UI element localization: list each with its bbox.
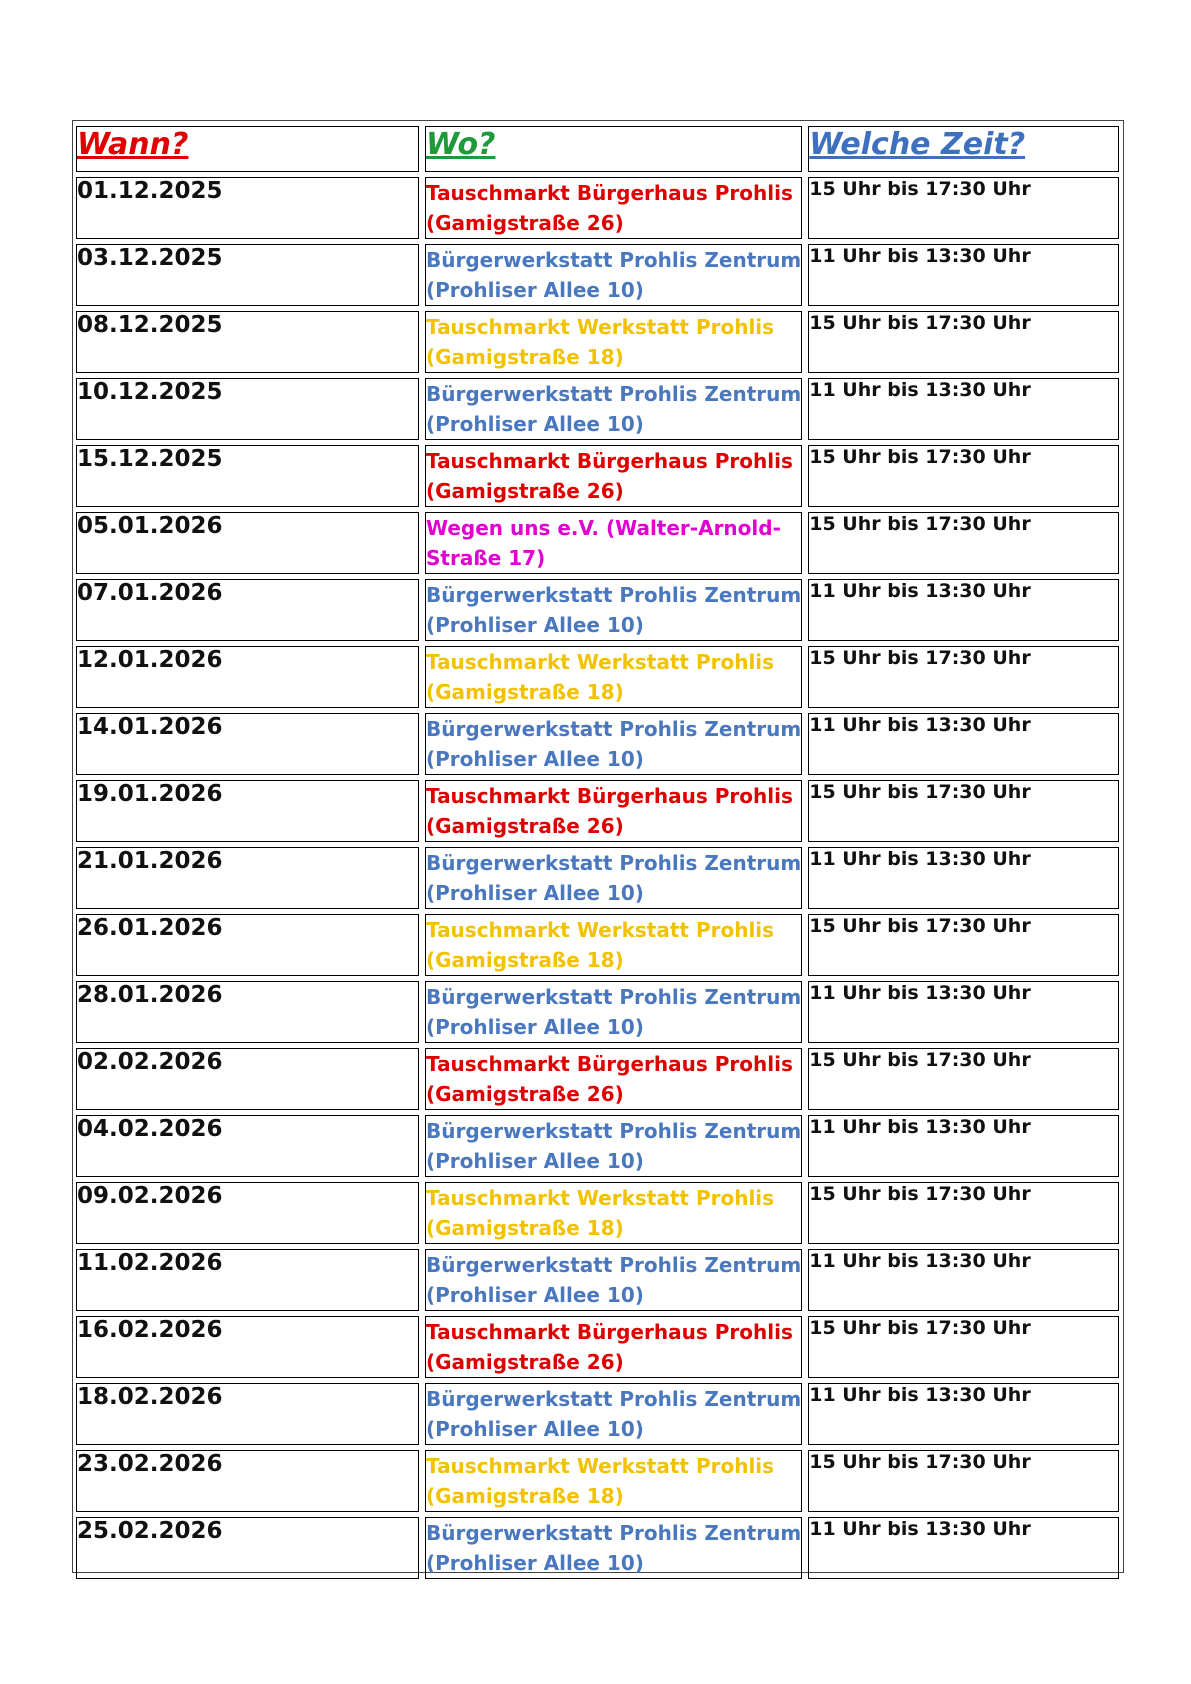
table-row <box>76 780 1119 842</box>
date-cell: 25.02.2026 <box>76 1517 419 1579</box>
location-address: (Prohliser Allee 10) <box>426 412 644 436</box>
location-name: Bürgerwerkstatt Prohlis Zentrum <box>426 382 802 406</box>
time-cell: 11 Uhr bis 13:30 Uhr <box>808 847 1119 909</box>
time-cell: 15 Uhr bis 17:30 Uhr <box>808 311 1119 373</box>
date-cell: 19.01.2026 <box>76 780 419 842</box>
location-address: (Gamigstraße 26) <box>426 1350 624 1374</box>
location-cell <box>425 1383 802 1445</box>
location-name: Bürgerwerkstatt Prohlis Zentrum <box>426 851 802 875</box>
date-cell: 23.02.2026 <box>76 1450 419 1512</box>
time-cell: 11 Uhr bis 13:30 Uhr <box>808 1115 1119 1177</box>
date-cell: 04.02.2026 <box>76 1115 419 1177</box>
table-row <box>76 914 1119 976</box>
location-address: (Prohliser Allee 10) <box>426 278 644 302</box>
location-address: (Prohliser Allee 10) <box>426 1149 644 1173</box>
location-cell <box>425 378 802 440</box>
time-cell: 11 Uhr bis 13:30 Uhr <box>808 1383 1119 1445</box>
table-row <box>76 1249 1119 1311</box>
location-cell <box>425 311 802 373</box>
location-cell <box>425 646 802 708</box>
location-cell <box>425 1517 802 1579</box>
table-row <box>76 1450 1119 1512</box>
time-cell: 11 Uhr bis 13:30 Uhr <box>808 244 1119 306</box>
location-address: (Gamigstraße 18) <box>426 345 624 369</box>
schedule-table <box>70 121 1125 1584</box>
table-row <box>76 445 1119 507</box>
location-name: Tauschmarkt Werkstatt Prohlis <box>426 918 775 942</box>
date-cell: 05.01.2026 <box>76 512 419 574</box>
table-row <box>76 1316 1119 1378</box>
date-cell: 09.02.2026 <box>76 1182 419 1244</box>
date-cell: 11.02.2026 <box>76 1249 419 1311</box>
table-row <box>76 1048 1119 1110</box>
time-cell: 15 Uhr bis 17:30 Uhr <box>808 1182 1119 1244</box>
location-name: Tauschmarkt Bürgerhaus Prohlis <box>426 1320 793 1344</box>
location-address: (Gamigstraße 18) <box>426 948 624 972</box>
location-name: Tauschmarkt Bürgerhaus Prohlis <box>426 449 793 473</box>
time-cell: 15 Uhr bis 17:30 Uhr <box>808 1048 1119 1110</box>
location-name: Bürgerwerkstatt Prohlis Zentrum <box>426 1521 802 1545</box>
location-address: (Gamigstraße 18) <box>426 1216 624 1240</box>
table-row <box>76 646 1119 708</box>
table-row <box>76 1115 1119 1177</box>
location-cell <box>425 177 802 239</box>
location-cell <box>425 1048 802 1110</box>
location-cell <box>425 579 802 641</box>
date-cell: 08.12.2025 <box>76 311 419 373</box>
location-cell <box>425 1249 802 1311</box>
date-cell: 02.02.2026 <box>76 1048 419 1110</box>
table-row <box>76 244 1119 306</box>
location-cell <box>425 981 802 1043</box>
table-row <box>76 512 1119 574</box>
location-name: Tauschmarkt Werkstatt Prohlis <box>426 650 775 674</box>
time-cell: 15 Uhr bis 17:30 Uhr <box>808 1316 1119 1378</box>
date-cell: 07.01.2026 <box>76 579 419 641</box>
location-name: Tauschmarkt Werkstatt Prohlis <box>426 315 775 339</box>
date-cell: 26.01.2026 <box>76 914 419 976</box>
table-row <box>76 713 1119 775</box>
time-cell: 15 Uhr bis 17:30 Uhr <box>808 780 1119 842</box>
location-address: Straße 17) <box>426 546 546 570</box>
schedule-frame <box>72 120 1124 1573</box>
table-row <box>76 579 1119 641</box>
time-cell: 15 Uhr bis 17:30 Uhr <box>808 914 1119 976</box>
location-cell <box>425 244 802 306</box>
header-time: Welche Zeit? <box>808 126 1119 172</box>
location-name: Bürgerwerkstatt Prohlis Zentrum <box>426 1387 802 1411</box>
time-cell: 15 Uhr bis 17:30 Uhr <box>808 1450 1119 1512</box>
location-name: Bürgerwerkstatt Prohlis Zentrum <box>426 1253 802 1277</box>
location-name: Tauschmarkt Bürgerhaus Prohlis <box>426 784 793 808</box>
location-address: (Gamigstraße 18) <box>426 680 624 704</box>
table-row <box>76 1517 1119 1579</box>
date-cell: 01.12.2025 <box>76 177 419 239</box>
table-row <box>76 1182 1119 1244</box>
location-address: (Prohliser Allee 10) <box>426 1283 644 1307</box>
time-cell: 11 Uhr bis 13:30 Uhr <box>808 981 1119 1043</box>
time-cell: 11 Uhr bis 13:30 Uhr <box>808 1517 1119 1579</box>
schedule-body <box>76 177 1119 1579</box>
location-cell <box>425 713 802 775</box>
location-cell <box>425 780 802 842</box>
location-cell <box>425 847 802 909</box>
location-address: (Gamigstraße 26) <box>426 479 624 503</box>
date-cell: 14.01.2026 <box>76 713 419 775</box>
date-cell: 15.12.2025 <box>76 445 419 507</box>
table-row <box>76 378 1119 440</box>
location-cell <box>425 1450 802 1512</box>
table-row <box>76 177 1119 239</box>
location-address: (Gamigstraße 18) <box>426 1484 624 1508</box>
location-address: (Prohliser Allee 10) <box>426 613 644 637</box>
date-cell: 16.02.2026 <box>76 1316 419 1378</box>
location-name: Bürgerwerkstatt Prohlis Zentrum <box>426 717 802 741</box>
time-cell: 11 Uhr bis 13:30 Uhr <box>808 1249 1119 1311</box>
header-where: Wo? <box>425 126 802 172</box>
location-name: Bürgerwerkstatt Prohlis Zentrum <box>426 248 802 272</box>
date-cell: 18.02.2026 <box>76 1383 419 1445</box>
location-address: (Gamigstraße 26) <box>426 1082 624 1106</box>
date-cell: 28.01.2026 <box>76 981 419 1043</box>
location-address: (Prohliser Allee 10) <box>426 1015 644 1039</box>
location-address: (Prohliser Allee 10) <box>426 1551 644 1575</box>
date-cell: 12.01.2026 <box>76 646 419 708</box>
location-cell <box>425 914 802 976</box>
time-cell: 11 Uhr bis 13:30 Uhr <box>808 378 1119 440</box>
location-cell <box>425 1182 802 1244</box>
date-cell: 21.01.2026 <box>76 847 419 909</box>
table-row <box>76 847 1119 909</box>
header-row <box>76 126 1119 172</box>
location-cell <box>425 1316 802 1378</box>
location-name: Bürgerwerkstatt Prohlis Zentrum <box>426 985 802 1009</box>
location-cell <box>425 445 802 507</box>
time-cell: 11 Uhr bis 13:30 Uhr <box>808 579 1119 641</box>
location-name: Bürgerwerkstatt Prohlis Zentrum <box>426 583 802 607</box>
location-address: (Prohliser Allee 10) <box>426 747 644 771</box>
time-cell: 15 Uhr bis 17:30 Uhr <box>808 512 1119 574</box>
table-row <box>76 981 1119 1043</box>
date-cell: 03.12.2025 <box>76 244 419 306</box>
location-name: Tauschmarkt Bürgerhaus Prohlis <box>426 1052 793 1076</box>
location-address: (Gamigstraße 26) <box>426 211 624 235</box>
location-address: (Prohliser Allee 10) <box>426 881 644 905</box>
location-name: Tauschmarkt Werkstatt Prohlis <box>426 1186 775 1210</box>
location-name: Tauschmarkt Werkstatt Prohlis <box>426 1454 775 1478</box>
location-name: Bürgerwerkstatt Prohlis Zentrum <box>426 1119 802 1143</box>
time-cell: 15 Uhr bis 17:30 Uhr <box>808 445 1119 507</box>
time-cell: 11 Uhr bis 13:30 Uhr <box>808 713 1119 775</box>
location-name: Tauschmarkt Bürgerhaus Prohlis <box>426 181 793 205</box>
table-row <box>76 1383 1119 1445</box>
location-cell <box>425 512 802 574</box>
table-row <box>76 311 1119 373</box>
time-cell: 15 Uhr bis 17:30 Uhr <box>808 646 1119 708</box>
location-cell <box>425 1115 802 1177</box>
header-when: Wann? <box>76 126 419 172</box>
location-name: Wegen uns e.V. (Walter-Arnold- <box>426 516 781 540</box>
time-cell: 15 Uhr bis 17:30 Uhr <box>808 177 1119 239</box>
date-cell: 10.12.2025 <box>76 378 419 440</box>
location-address: (Prohliser Allee 10) <box>426 1417 644 1441</box>
location-address: (Gamigstraße 26) <box>426 814 624 838</box>
